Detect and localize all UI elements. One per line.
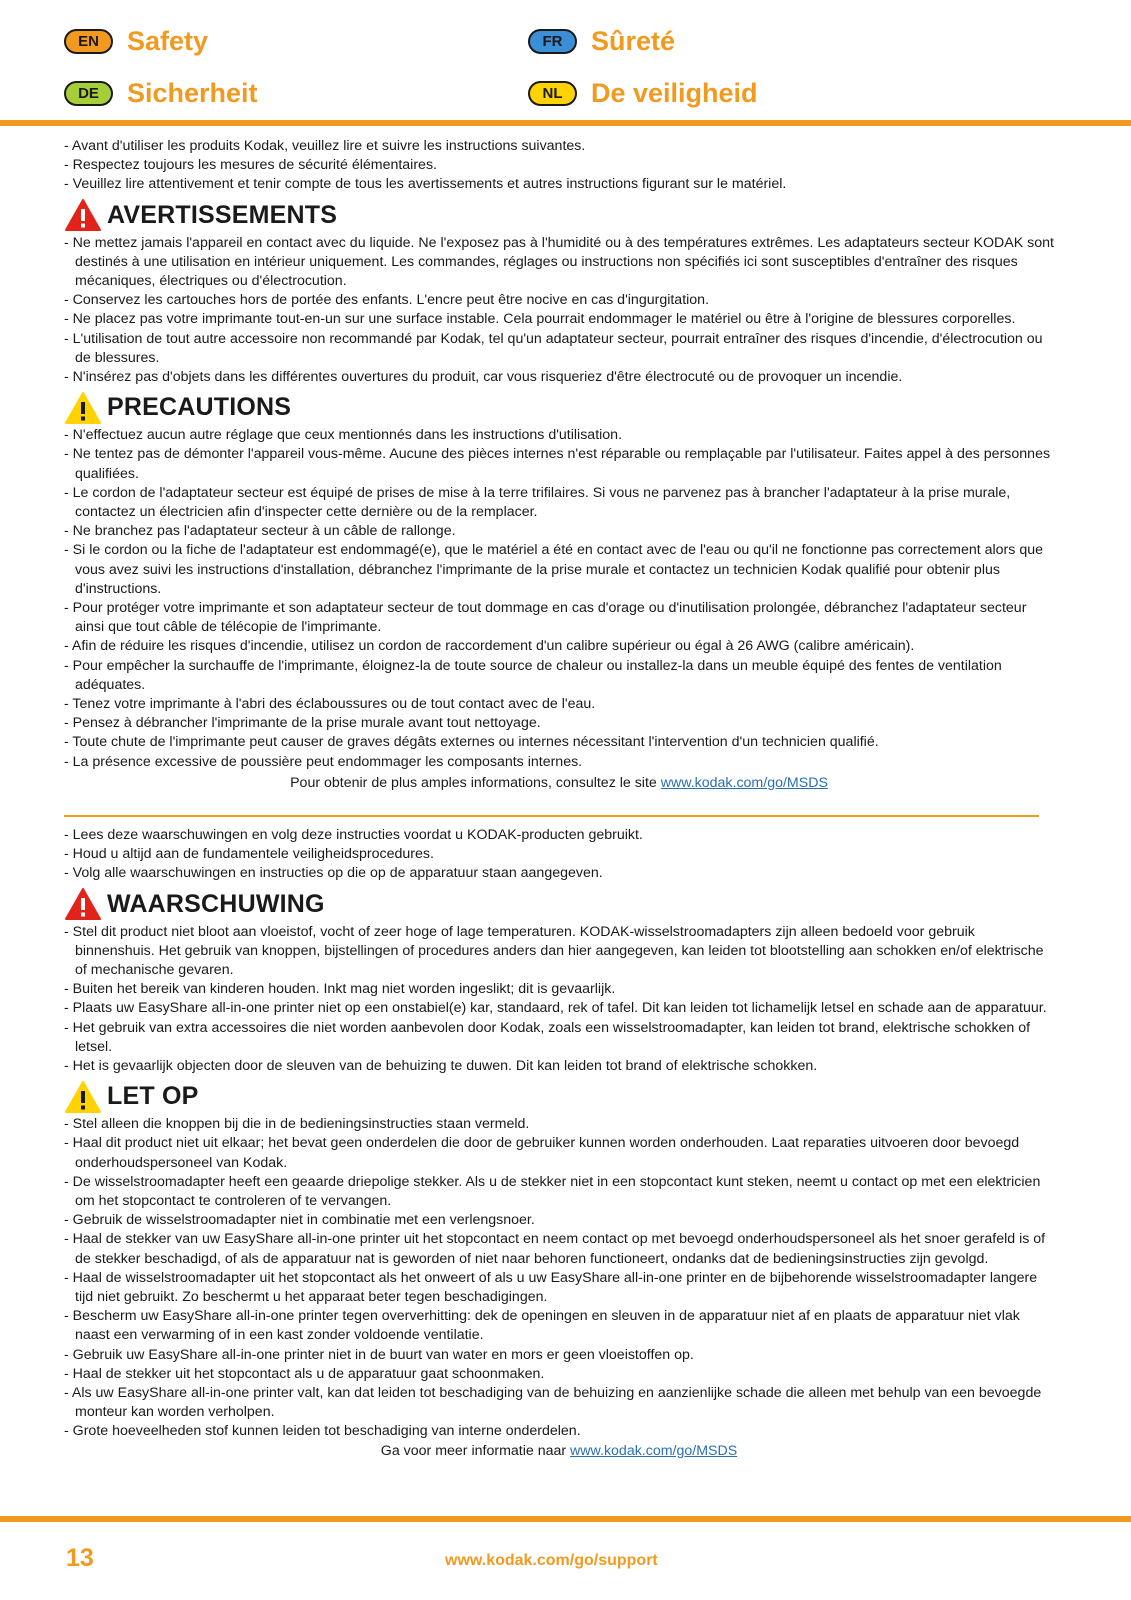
nl-more-info [64,1442,1054,1461]
list-item: - Pour protéger votre imprimante et son adaptateur secteur de tout dommage en cas d'orage ou d'inutilisation prolongée, débranchez l'adaptateur secteur ainsi que tout câble de télécopie de l'imprimante. [64,600,1027,636]
list-item: - Volg alle waarschuwingen en instructies op die op de apparatuur staan aangegeven. [64,865,603,882]
list-item: - Gebruik de wisselstroomadapter niet in combinatie met een verlengsnoer. [64,1212,535,1229]
header-divider [0,120,1131,126]
list-item: - Ne tentez pas de démonter l'appareil vous-même. Aucune des pièces internes n'est réparable ou remplaçable par l'utilisateur. Faites appel à des personnes qualifiées. [64,446,1051,482]
list-item: - Bescherm uw EasyShare all-in-one printer tegen oververhitting: dek de openingen en sleuven in de apparatuur niet af en plaats de apparatuur niet vlak naast een verwarming of in een kast zonder voldoende ventilatie. [64,1308,1020,1344]
section-title: LET OP [107,1082,199,1111]
lang-title-en: Safety [127,26,209,56]
msds-link[interactable]: www.kodak.com/go/MSDS [570,1442,738,1459]
caution-triangle-icon [64,1080,102,1114]
list-item: - Haal de stekker uit het stopcontact als u de apparatuur gaat schoonmaken. [64,1365,545,1382]
list-item: - Ne branchez pas l'adaptateur secteur à un câble de rallonge. [64,523,456,540]
list-item: - Als uw EasyShare all-in-one printer valt, kan dat leiden tot beschadiging van de behuizing en aanzienlijke schade die alleen met behulp van een bevoegde monteur kan worden verholpen. [64,1385,1042,1421]
footer-divider [0,1516,1131,1522]
list-item: - Respectez toujours les mesures de sécurité élémentaires. [64,157,437,174]
msds-link[interactable]: www.kodak.com/go/MSDS [660,774,828,791]
list-item: - Haal dit product niet uit elkaar; het bevat geen onderdelen die door de gebruiker kunnen worden onderhouden. Laat reparaties uitvoeren door bevoegd onderhoudspersoneel van Kodak. [64,1135,1020,1171]
list-item: - Buiten het bereik van kinderen houden. Inkt mag niet worden ingeslikt; dit is gevaarlijk. [64,981,616,998]
caution-triangle-icon [64,391,102,425]
fr-more-info [64,774,1054,793]
list-item: - La présence excessive de poussière peut endommager les composants internes. [64,753,583,770]
list-item: - Lees deze waarschuwingen en volg deze instructies voordat u KODAK-producten gebruikt. [64,827,643,843]
list-item: - Pour empêcher la surchauffe de l'imprimante, éloignez-la de toute source de chaleur ou installez-la dans un meuble équipé des fentes de ventilation adéquates. [64,657,1002,693]
page-number: 13 [66,1544,94,1572]
lang-badge-fr: FR [528,29,577,54]
list-item: - Stel alleen die knoppen bij die in de bedieningsinstructies staan vermeld. [64,1116,530,1133]
list-item: - Ne mettez jamais l'appareil en contact avec du liquide. Ne l'exposez pas à l'humidité ou à des températures extrêmes. Les adaptateurs secteur KODAK sont destinés à une utilisation en intérieur uniquement. Les commandes, réglages ou instructions non spécifiés ici sont susceptibles d'entraîner des risques mécaniques, électriques ou d'électrocution. [64,234,1054,290]
lang-title-nl: De veiligheid [591,78,758,108]
list-item: - Haal de stekker van uw EasyShare all-in-one printer uit het stopcontact en neem contact op met bevoegd onderhoudspersoneel als het snoer gerafeld is of de stekker beschadigd, of als de apparatuur nat is geworden of niet naar behoren functioneert, ondanks dat de bedieningsinstructies zijn gevolgd. [64,1231,1046,1267]
fr-section [64,137,1054,793]
support-link[interactable]: www.kodak.com/go/support [445,1552,658,1569]
lang-title-fr: Sûreté [591,26,676,56]
list-item: - Plaats uw EasyShare all-in-one printer niet op een onstabiel(e) kar, standaard, rek of tafel. Dit kan leiden tot lichamelijk letsel en schade aan de apparatuur. [64,1000,1047,1017]
list-item: - L'utilisation de tout autre accessoire non recommandé par Kodak, tel qu'un adaptateur secteur, pourrait entraîner des risques d'incendie, d'électrocution ou de blessures. [64,330,1043,366]
section-title: PRECAUTIONS [107,393,292,422]
list-item: - Grote hoeveelheden stof kunnen leiden tot beschadiging van interne onderdelen. [64,1423,581,1440]
lang-header-en [64,26,208,57]
more-info-text: Ga voor meer informatie naar [380,1442,571,1459]
section-divider [64,815,1039,817]
list-item: - Pensez à débrancher l'imprimante de la prise murale avant tout nettoyage. [64,715,541,732]
list-item: - Haal de wisselstroomadapter uit het stopcontact als het onweert of als u uw EasyShare all-in-one printer en de bijbehorende wisselstroomadapter langere tijd niet gebruikt. Zo beschermt u het apparaat beter tegen beschadigingen. [64,1269,1038,1306]
lang-badge-en: EN [64,29,113,54]
list-item: - Gebruik uw EasyShare all-in-one printer niet in de buurt van water en mors er geen vloeistoffen op. [64,1346,694,1363]
nl-warnings-heading [64,886,1054,923]
nl-warnings-list [64,923,1054,1077]
list-item: - Houd u altijd aan de fundamentele veiligheidsprocedures. [64,846,434,863]
fr-precautions-heading [64,389,1054,426]
fr-warnings-list [64,234,1054,388]
list-item: - Si le cordon ou la fiche de l'adaptateur est endommagé(e), que le matériel a été en contact avec de l'eau ou qu'il ne fonctionne pas correctement alors que vous avez suivi les instructions d'installation, débranchez l'imprimante de la prise murale et contactez un technicien Kodak qualifié pour obtenir plus d'instructions. [64,542,1043,597]
list-item: - Afin de réduire les risques d'incendie, utilisez un cordon de raccordement d'un calibre supérieur ou égal à 26 AWG (calibre américain). [64,638,915,655]
lang-header-fr [528,26,675,57]
list-item: - Het is gevaarlijk objecten door de sleuven van de behuizing te duwen. Dit kan leiden tot brand of elektrische schokken. [64,1058,818,1075]
list-item: - Ne placez pas votre imprimante tout-en-un sur une surface instable. Cela pourrait endommager le matériel ou être à l'origine de blessures corporelles. [64,311,1016,328]
nl-cautions-list [64,1115,1054,1441]
fr-warnings-heading [64,197,1054,234]
lang-header-de [64,78,258,109]
lang-badge-de: DE [64,81,113,106]
section-title: WAARSCHUWING [107,889,325,918]
list-item: - Conservez les cartouches hors de portée des enfants. L'encre peut être nocive en cas d'ingurgitation. [64,292,710,309]
warning-triangle-icon [64,198,102,232]
lang-badge-nl: NL [528,81,577,106]
lang-title-de: Sicherheit [127,78,258,108]
list-item: - Stel dit product niet bloot aan vloeistof, vocht of zeer hoge of lage temperaturen. KODAK-wisselstroomadapters zijn alleen bedoeld voor gebruik binnenshuis. Het gebruik van knoppen, bijstellingen of procedures anders dan hier aangegeven, kan leiden tot blootstelling aan schokken en/of elektrische of mechanische gevaren. [64,923,1044,979]
fr-precautions-list [64,426,1054,772]
nl-caution-heading [64,1078,1054,1115]
lang-header-nl [528,78,758,109]
list-item: - De wisselstroomadapter heeft een geaarde driepolige stekker. Als u de stekker niet in een stopcontact kunt steken, neemt u contact op met een elektricien om het stopcontact te controleren of te vervangen. [64,1173,1041,1210]
list-item: - Avant d'utiliser les produits Kodak, veuillez lire et suivre les instructions suivantes. [64,138,586,154]
warning-triangle-icon [64,887,102,921]
list-item: - Toute chute de l'imprimante peut causer de graves dégâts externes ou internes nécessitant l'intervention d'un technicien qualifié. [64,734,879,751]
list-item: - Het gebruik van extra accessoires die niet worden aanbevolen door Kodak, zoals een wisselstroomadapter, kan leiden tot brand, elektrische schokken of letsel. [64,1019,1031,1055]
list-item: - Le cordon de l'adaptateur secteur est équipé de prises de mise à la terre trifilaires. Si vous ne parvenez pas à brancher l'adaptateur à la prise murale, contactez un électricien afin d'inspecter cette dernière ou de la remplacer. [64,484,1011,521]
fr-intro [64,137,1054,195]
nl-intro [64,826,1054,884]
list-item: - N'insérez pas d'objets dans les différentes ouvertures du produit, car vous risqueriez d'être électrocuté ou de provoquer un incendie. [64,369,903,386]
nl-section [64,826,1054,1461]
list-item: - Veuillez lire attentivement et tenir compte de tous les avertissements et autres instructions figurant sur le matériel. [64,176,787,193]
list-item: - Tenez votre imprimante à l'abri des éclaboussures ou de tout contact avec de l'eau. [64,696,596,713]
list-item: - N'effectuez aucun autre réglage que ceux mentionnés dans les instructions d'utilisation. [64,427,623,444]
section-title: AVERTISSEMENTS [107,200,338,229]
more-info-text: Pour obtenir de plus amples informations, consultez le site [290,774,661,791]
